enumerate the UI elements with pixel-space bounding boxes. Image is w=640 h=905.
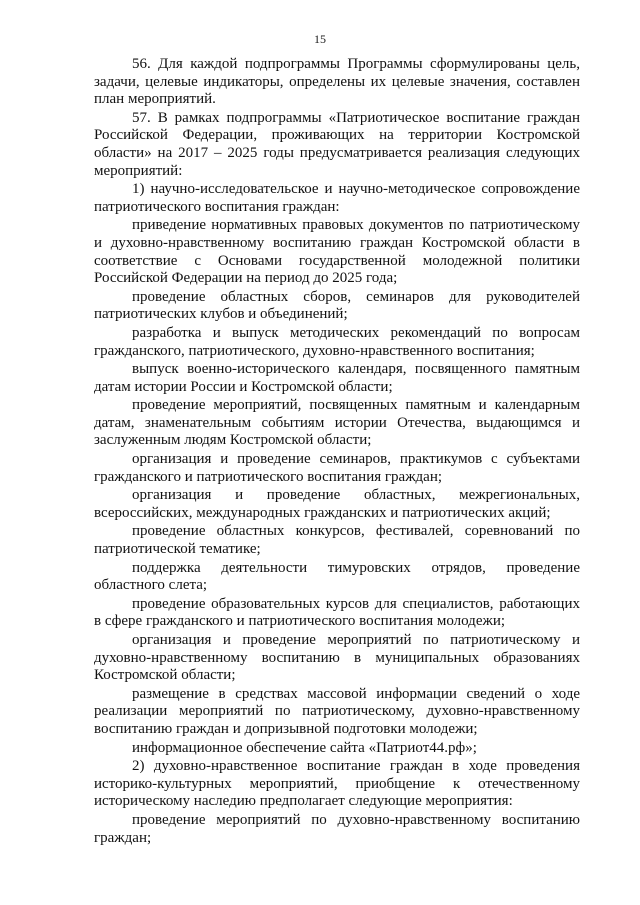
list-item: разработка и выпуск методических рекомендаций по вопросам гражданского, патриотического, духовно-нравственного воспитания; [94, 324, 580, 359]
paragraph-56: 56. Для каждой подпрограммы Программы сформулированы цель, задачи, целевые индикаторы, определены их целевые значения, составлен план мероприятий. [94, 56, 580, 108]
list-heading-2: 2) духовно-нравственное воспитание граждан в ходе проведения историко-культурных мероприятий, приобщение к отечественному историческому наследию предполагает следующие мероприятия: [94, 758, 580, 810]
list-item: приведение нормативных правовых документов по патриотическому и духовно-нравственному воспитанию граждан Костромской области в соответствие с Основами государственной молодежной политики Российской Федерации на период до 2025 года; [94, 217, 580, 287]
list-item: информационное обеспечение сайта «Патриот44.рф»; [132, 739, 477, 756]
list-item: организация и проведение областных, межрегиональных, всероссийских, международных гражданских и патриотических акций; [94, 487, 580, 521]
list-item: проведение мероприятий по духовно-нравственному воспитанию граждан; [94, 811, 580, 846]
list-item: проведение областных конкурсов, фестивалей, соревнований по патриотической тематике; [94, 523, 580, 558]
list-item: размещение в средствах массовой информации сведений о ходе реализации мероприятий по патриотическому, духовно-нравственному воспитанию граждан и допризывной подготовки молодежи; [94, 685, 580, 737]
page-number: 15 [314, 32, 326, 46]
list-item: организация и проведение мероприятий по патриотическому и духовно-нравственному воспитанию в муниципальных образованиях Костромской области; [94, 632, 580, 684]
list-item: поддержка деятельности тимуровских отрядов, проведение областного слета; [94, 559, 580, 594]
document-body [94, 56, 580, 847]
paragraph-57: 57. В рамках подпрограммы «Патриотическое воспитание граждан Российской Федерации, проживающих на территории Костромской области» на 2017 – 2025 годы предусматривается реализация следующих мероприятий: [94, 109, 580, 179]
list-heading-1: 1) научно-исследовательское и научно-методическое сопровождение патриотического воспитания граждан: [94, 181, 580, 215]
list-item: проведение мероприятий, посвященных памятным и календарным датам, знаменательным событиям истории Отечества, выдающимся и заслуженным людям Костромской области; [94, 397, 580, 449]
list-item: проведение образовательных курсов для специалистов, работающих в сфере гражданского и патриотического воспитания молодежи; [94, 595, 580, 630]
list-item: проведение областных сборов, семинаров для руководителей патриотических клубов и объединений; [94, 288, 580, 323]
list-item: организация и проведение семинаров, практикумов с субъектами гражданского и патриотического воспитания граждан; [94, 451, 580, 485]
list-item: выпуск военно-исторического календаря, посвященного памятным датам истории России и Костромской области; [94, 361, 580, 395]
